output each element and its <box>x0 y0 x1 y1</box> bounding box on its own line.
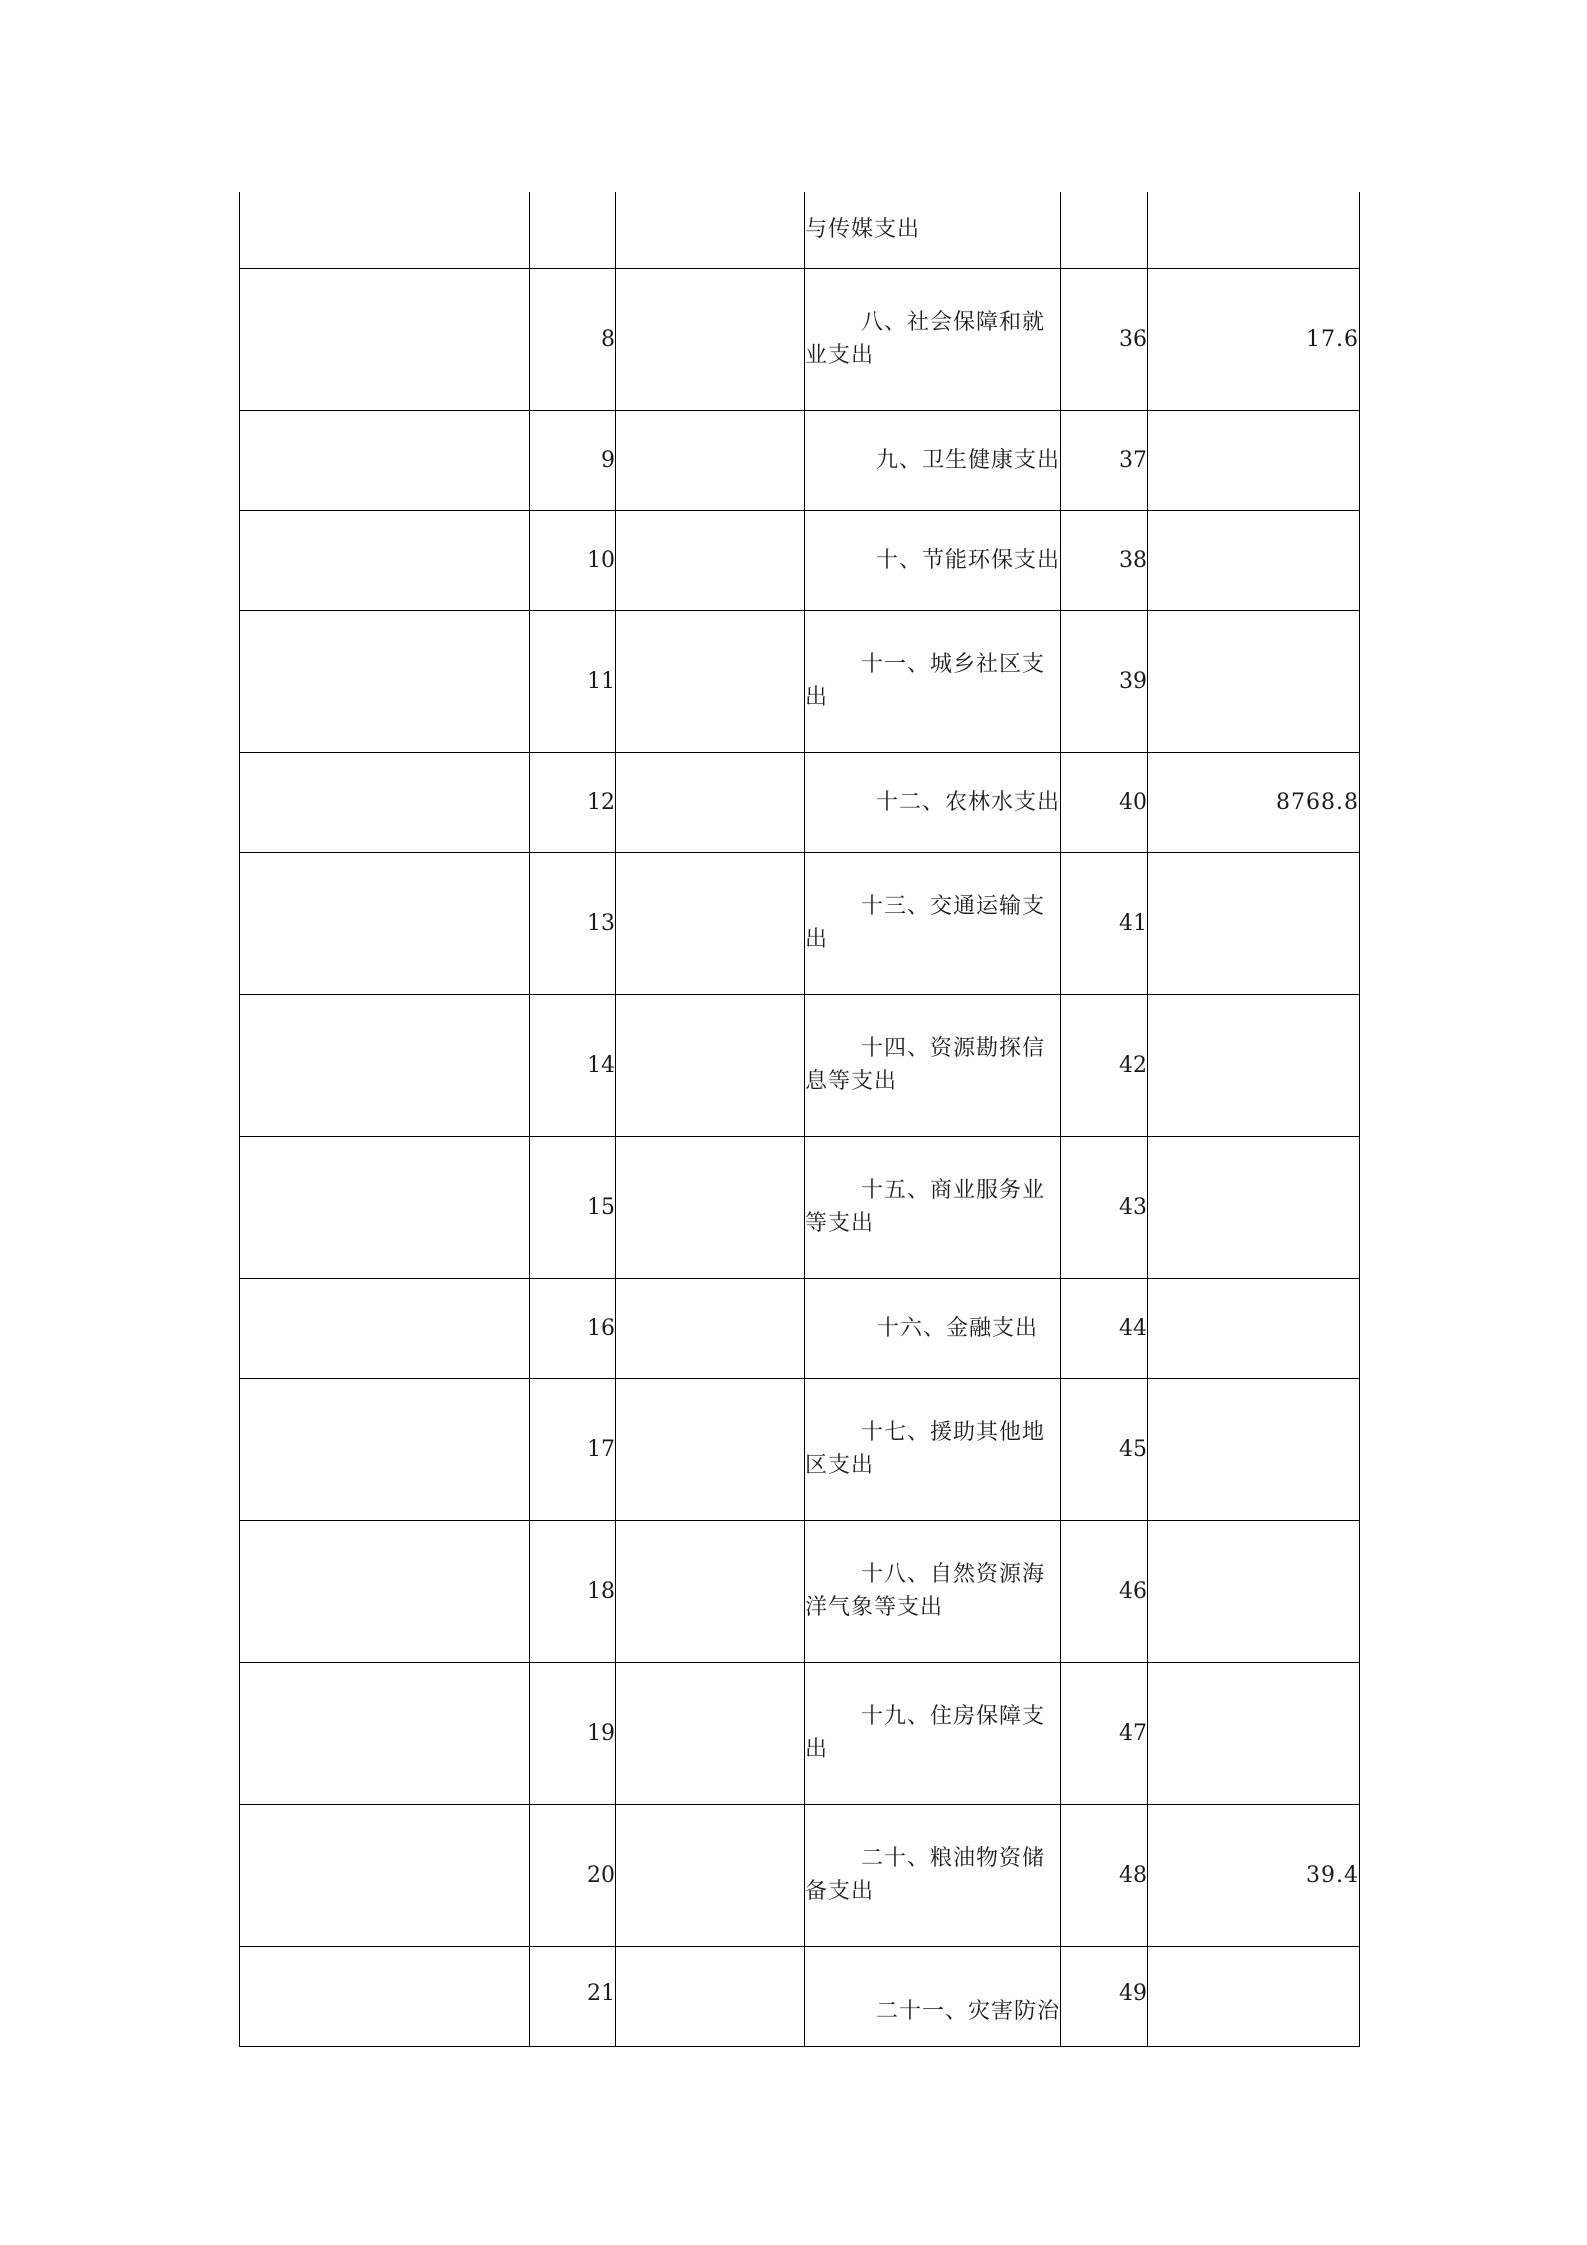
income-item-cell <box>240 268 530 410</box>
expense-row-number: 48 <box>1061 1804 1148 1946</box>
income-item-cell <box>240 1278 530 1378</box>
income-row-number: 21 <box>530 1946 616 2046</box>
income-row-number: 11 <box>530 610 616 752</box>
expense-item-line: 息等支出 <box>805 1069 898 1094</box>
income-row-number: 20 <box>530 1804 616 1946</box>
income-amount-cell <box>616 1946 805 2046</box>
expense-row-number: 37 <box>1061 410 1148 510</box>
table-row <box>240 268 1360 410</box>
expense-item-text: 与传媒支出 <box>805 217 921 243</box>
income-row-number: 13 <box>530 852 616 994</box>
expense-amount: 39.4 <box>1148 1804 1360 1946</box>
income-item-cell <box>240 752 530 852</box>
income-row-number: 16 <box>530 1278 616 1378</box>
expense-amount <box>1148 1946 1360 2046</box>
expense-row-number: 45 <box>1061 1378 1148 1520</box>
expense-item-line: 十四、资源勘探信 <box>861 1036 1046 1061</box>
income-row-number: 17 <box>530 1378 616 1520</box>
table-row <box>240 610 1360 752</box>
expense-row-number: 42 <box>1061 994 1148 1136</box>
expense-row-number: 44 <box>1061 1278 1148 1378</box>
expense-item: 九、卫生健康支出 <box>805 410 1061 510</box>
table-row <box>240 192 1360 268</box>
expense-item <box>805 1662 1061 1804</box>
expense-item: 十、节能环保支出 <box>805 510 1061 610</box>
expense-item-line: 区支出 <box>805 1453 875 1478</box>
income-amount-cell <box>616 510 805 610</box>
expense-item <box>805 268 1061 410</box>
income-amount-cell <box>616 1804 805 1946</box>
expense-amount <box>1148 1136 1360 1278</box>
income-item-cell <box>240 1804 530 1946</box>
income-row-number: 14 <box>530 994 616 1136</box>
income-amount-cell <box>616 994 805 1136</box>
expense-item-line: 十三、交通运输支 <box>861 894 1046 919</box>
income-row-number: 12 <box>530 752 616 852</box>
expense-amount: 17.6 <box>1148 268 1360 410</box>
income-amount-cell <box>616 1662 805 1804</box>
income-item-cell <box>240 1946 530 2046</box>
expense-item <box>805 1804 1061 1946</box>
income-row-number: 9 <box>530 410 616 510</box>
expense-row-number: 49 <box>1061 1946 1148 2046</box>
expense-item-line: 等支出 <box>805 1211 875 1236</box>
table-row <box>240 852 1360 994</box>
expense-item-line: 十五、商业服务业 <box>861 1178 1046 1203</box>
expense-amount <box>1148 852 1360 994</box>
expense-item-line: 十九、住房保障支 <box>861 1704 1046 1729</box>
income-item-cell <box>240 1136 530 1278</box>
income-amount-cell <box>616 1378 805 1520</box>
expense-row-number: 38 <box>1061 510 1148 610</box>
expense-item: 十二、农林水支出 <box>805 752 1061 852</box>
expense-item: 二十一、灾害防治 <box>805 1946 1061 2046</box>
income-amount-cell <box>616 1278 805 1378</box>
table-row <box>240 1804 1360 1946</box>
expense-amount <box>1148 994 1360 1136</box>
expense-item <box>805 1136 1061 1278</box>
income-row-number: 19 <box>530 1662 616 1804</box>
expense-row-number: 41 <box>1061 852 1148 994</box>
expense-item-line: 业支出 <box>805 343 875 368</box>
income-amount-cell <box>616 1520 805 1662</box>
table-row <box>240 510 1360 610</box>
table-row <box>240 1662 1360 1804</box>
income-item-cell <box>240 994 530 1136</box>
income-item-cell <box>240 852 530 994</box>
expense-amount <box>1148 1520 1360 1662</box>
table-row <box>240 1946 1360 2046</box>
expense-item <box>805 994 1061 1136</box>
income-row-number <box>530 192 616 268</box>
expense-item-line: 二十、粮油物资储 <box>861 1846 1046 1871</box>
expense-row-number: 47 <box>1061 1662 1148 1804</box>
income-item-cell <box>240 1520 530 1662</box>
table-row <box>240 1278 1360 1378</box>
expense-amount <box>1148 1278 1360 1378</box>
expense-row-number: 40 <box>1061 752 1148 852</box>
expense-item-line: 十一、城乡社区支 <box>861 652 1046 677</box>
expense-amount <box>1148 192 1360 268</box>
income-item-cell <box>240 610 530 752</box>
income-amount-cell <box>616 852 805 994</box>
table-row <box>240 1520 1360 1662</box>
income-amount-cell <box>616 410 805 510</box>
table-row <box>240 752 1360 852</box>
table-row <box>240 1136 1360 1278</box>
income-item-cell <box>240 410 530 510</box>
income-amount-cell <box>616 1136 805 1278</box>
income-item-cell <box>240 1378 530 1520</box>
expense-amount <box>1148 1378 1360 1520</box>
expense-row-number: 36 <box>1061 268 1148 410</box>
table-row <box>240 410 1360 510</box>
expense-item-line: 十八、自然资源海 <box>861 1562 1046 1587</box>
expense-row-number <box>1061 192 1148 268</box>
budget-table <box>239 192 1360 2047</box>
expense-item-line: 八、社会保障和就 <box>861 310 1046 335</box>
expense-item-line: 出 <box>805 685 829 710</box>
expense-item-line: 洋气象等支出 <box>805 1595 944 1620</box>
expense-item <box>805 852 1061 994</box>
expense-item-line: 出 <box>805 1737 829 1762</box>
expense-row-number: 46 <box>1061 1520 1148 1662</box>
income-item-cell <box>240 1662 530 1804</box>
expense-row-number: 43 <box>1061 1136 1148 1278</box>
income-amount-cell <box>616 752 805 852</box>
income-amount-cell <box>616 268 805 410</box>
expense-item-line: 备支出 <box>805 1879 875 1904</box>
expense-item-line: 十七、援助其他地 <box>861 1420 1046 1445</box>
income-row-number: 15 <box>530 1136 616 1278</box>
expense-item <box>805 610 1061 752</box>
income-row-number: 10 <box>530 510 616 610</box>
expense-amount <box>1148 510 1360 610</box>
income-row-number: 8 <box>530 268 616 410</box>
expense-row-number: 39 <box>1061 610 1148 752</box>
expense-item: 十六、金融支出 <box>805 1278 1061 1378</box>
expense-item <box>805 192 1061 268</box>
expense-amount <box>1148 610 1360 752</box>
expense-amount <box>1148 1662 1360 1804</box>
income-item-cell <box>240 510 530 610</box>
expense-item <box>805 1520 1061 1662</box>
expense-amount <box>1148 410 1360 510</box>
income-amount-cell <box>616 192 805 268</box>
income-item-cell <box>240 192 530 268</box>
expense-amount: 8768.8 <box>1148 752 1360 852</box>
expense-item-line: 出 <box>805 927 829 952</box>
table-row <box>240 1378 1360 1520</box>
expense-item <box>805 1378 1061 1520</box>
income-amount-cell <box>616 610 805 752</box>
income-row-number: 18 <box>530 1520 616 1662</box>
table-row <box>240 994 1360 1136</box>
